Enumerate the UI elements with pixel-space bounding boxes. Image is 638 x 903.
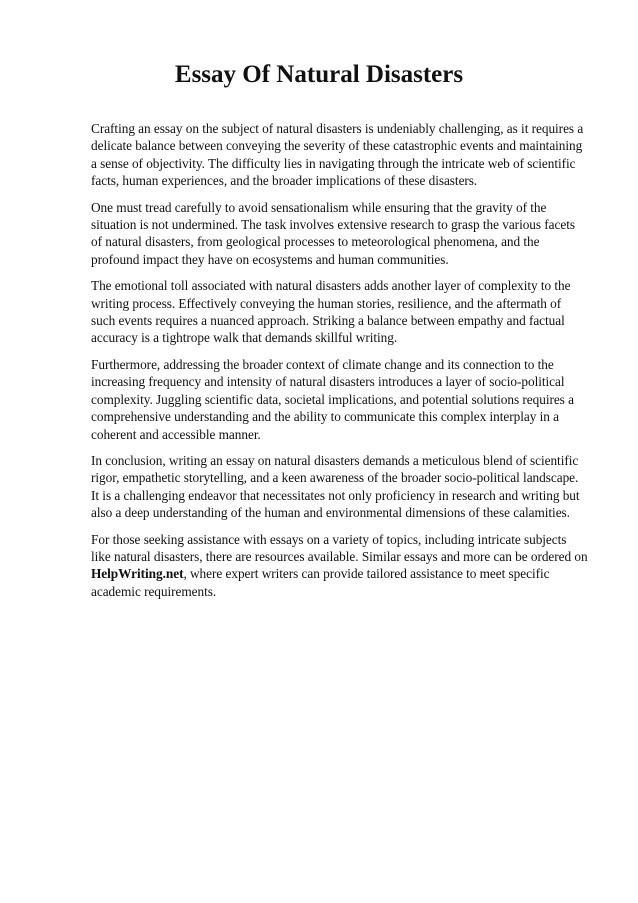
essay-body [91,120,588,609]
paragraph-3: The emotional toll associated with natural disasters adds another layer of complexity to the writing process. Effectively conveying the human stories, resilience, and the aftermath of such events requires a nuanced approach. Striking a balance between empathy and factual accuracy is a tightrope walk that demands skillful writing. [91,278,571,346]
paragraph-2: One must tread carefully to avoid sensationalism while ensuring that the gravity of the situation is not undermined. The task involves extensive research to grasp the various facets of natural disasters, from geological processes to meteorological phenomena, and the profound impact they have on ecosystems and human communities. [91,199,576,267]
paragraph-6-intro: For those seeking assistance with essays on a variety of topics, including intricate subjects like natural disasters, there are resources available. Similar essays and more can be ordered on [91,531,588,564]
paragraph-1: Crafting an essay on the subject of natural disasters is undeniably challenging, as it requires a delicate balance between conveying the severity of these catastrophic events and maintaining a sense of objectivity. The difficulty lies in navigating through the intricate web of scientific facts, human experiences, and the broader implications of these disasters. [91,121,584,189]
page-title: Essay Of Natural Disasters [174,61,464,88]
paragraph-4: Furthermore, addressing the broader context of climate change and its connection to the increasing frequency and intensity of natural disasters introduces a layer of socio-political complexity. Juggling scientific data, societal implications, and potential solutions requires a comprehensive understanding and the ability to communicate this complex interplay in a coherent and accessible manner. [91,356,574,442]
helpwriting-brand-link[interactable]: HelpWriting.net [91,566,184,582]
paragraph-6 [91,531,588,601]
paragraph-5: In conclusion, writing an essay on natural disasters demands a meticulous blend of scientific rigor, empathetic storytelling, and a keen awareness of the broader socio-political landscape. It is a challenging endeavor that necessitates not only proficiency in research and writing but also a deep understanding of the human and environmental dimensions of these calamities. [91,452,580,521]
paragraph-6-outro: , where expert writers can provide tailored assistance to meet specific academic requirements. [91,566,550,599]
